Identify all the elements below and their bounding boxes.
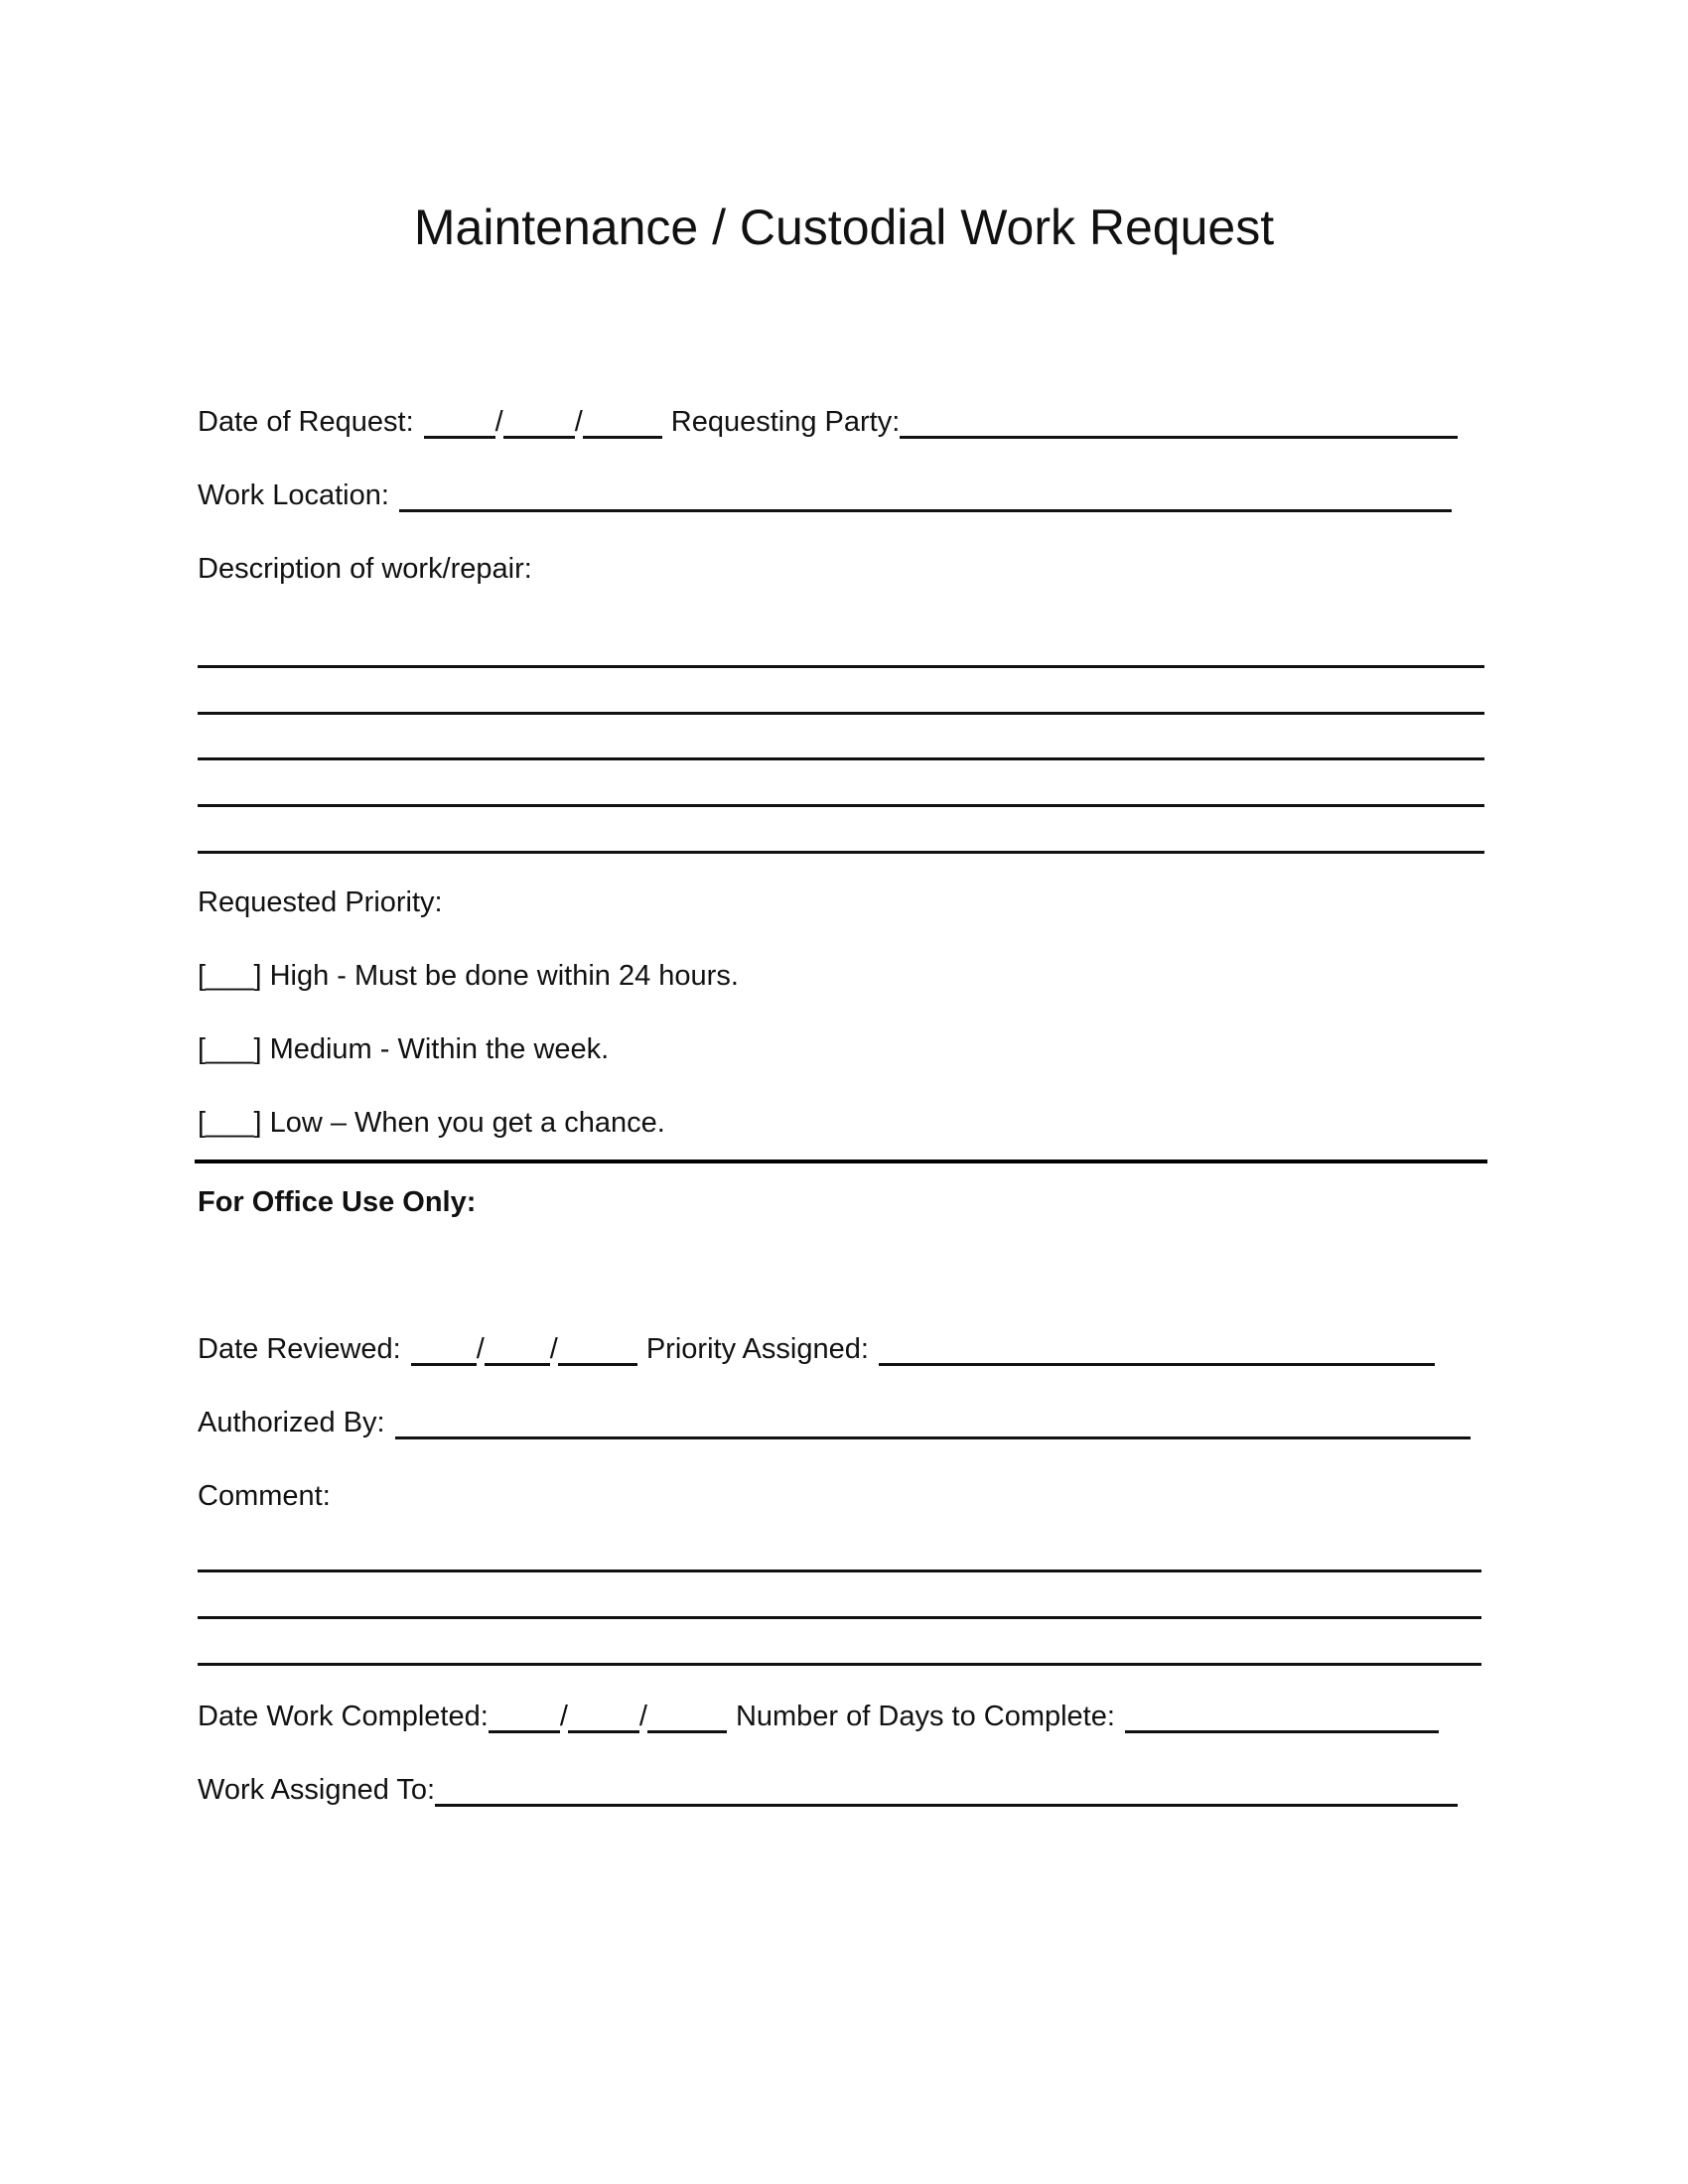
date-reviewed-day-field[interactable] (485, 1335, 550, 1366)
date-completed-year-field[interactable] (647, 1703, 727, 1733)
comment-line-3[interactable] (198, 1663, 1481, 1666)
requesting-party-field[interactable] (900, 408, 1458, 439)
date-of-request-month-field[interactable] (424, 408, 495, 439)
description-line-4[interactable] (198, 804, 1484, 807)
work-location-field[interactable] (399, 481, 1452, 512)
description-line-3[interactable] (198, 757, 1484, 760)
priority-high-checkbox[interactable]: [___] (198, 960, 262, 992)
date-separator: / (638, 1701, 647, 1732)
requested-priority-label: Requested Priority: (198, 887, 443, 918)
date-completed-month-field[interactable] (489, 1703, 560, 1733)
description-line-2[interactable] (198, 712, 1484, 715)
date-reviewed-month-field[interactable] (411, 1335, 477, 1366)
days-to-complete-label: Number of Days to Complete: (735, 1701, 1115, 1732)
comment-line-2[interactable] (198, 1616, 1481, 1619)
date-of-request-label: Date of Request: (198, 406, 414, 438)
work-assigned-to-row (198, 1773, 1458, 1807)
date-reviewed-label: Date Reviewed: (198, 1333, 401, 1365)
description-line-5[interactable] (198, 851, 1484, 854)
date-work-completed-label: Date Work Completed: (198, 1701, 489, 1732)
priority-assigned-field[interactable] (879, 1335, 1435, 1366)
date-completed-day-field[interactable] (568, 1703, 639, 1733)
section-divider (195, 1160, 1487, 1163)
priority-medium-label: Medium - Within the week. (269, 1033, 610, 1065)
date-of-request-row (198, 405, 1458, 439)
date-reviewed-row (198, 1332, 1435, 1366)
date-reviewed-year-field[interactable] (558, 1335, 637, 1366)
authorized-by-field[interactable] (395, 1409, 1471, 1439)
work-location-label: Work Location: (198, 479, 389, 511)
priority-low-checkbox[interactable]: [___] (198, 1107, 262, 1139)
date-separator: / (574, 406, 583, 438)
days-to-complete-field[interactable] (1125, 1703, 1439, 1733)
date-separator: / (494, 406, 503, 438)
priority-low-label: Low – When you get a chance. (269, 1107, 665, 1139)
date-of-request-day-field[interactable] (503, 408, 575, 439)
date-of-request-year-field[interactable] (583, 408, 662, 439)
work-assigned-to-field[interactable] (435, 1776, 1458, 1807)
date-separator: / (559, 1701, 568, 1732)
comment-line-1[interactable] (198, 1570, 1481, 1572)
priority-medium-checkbox[interactable]: [___] (198, 1033, 262, 1065)
priority-high-label: High - Must be done within 24 hours. (269, 960, 739, 992)
page-title: Maintenance / Custodial Work Request (413, 200, 1275, 255)
requesting-party-label: Requesting Party: (670, 406, 901, 438)
date-separator: / (476, 1333, 485, 1365)
work-assigned-to-label: Work Assigned To: (198, 1774, 436, 1806)
authorized-by-row (198, 1406, 1471, 1439)
priority-option-low (198, 1106, 665, 1140)
comment-label: Comment: (198, 1480, 331, 1512)
work-location-row (198, 478, 1452, 512)
date-separator: / (549, 1333, 558, 1365)
description-line-1[interactable] (198, 665, 1484, 668)
description-label: Description of work/repair: (198, 553, 532, 585)
priority-option-high (198, 959, 739, 993)
authorized-by-label: Authorized By: (198, 1407, 385, 1438)
priority-option-medium (198, 1032, 609, 1066)
date-work-completed-row (198, 1700, 1439, 1733)
priority-assigned-label: Priority Assigned: (645, 1333, 869, 1365)
office-use-heading: For Office Use Only: (198, 1186, 477, 1218)
